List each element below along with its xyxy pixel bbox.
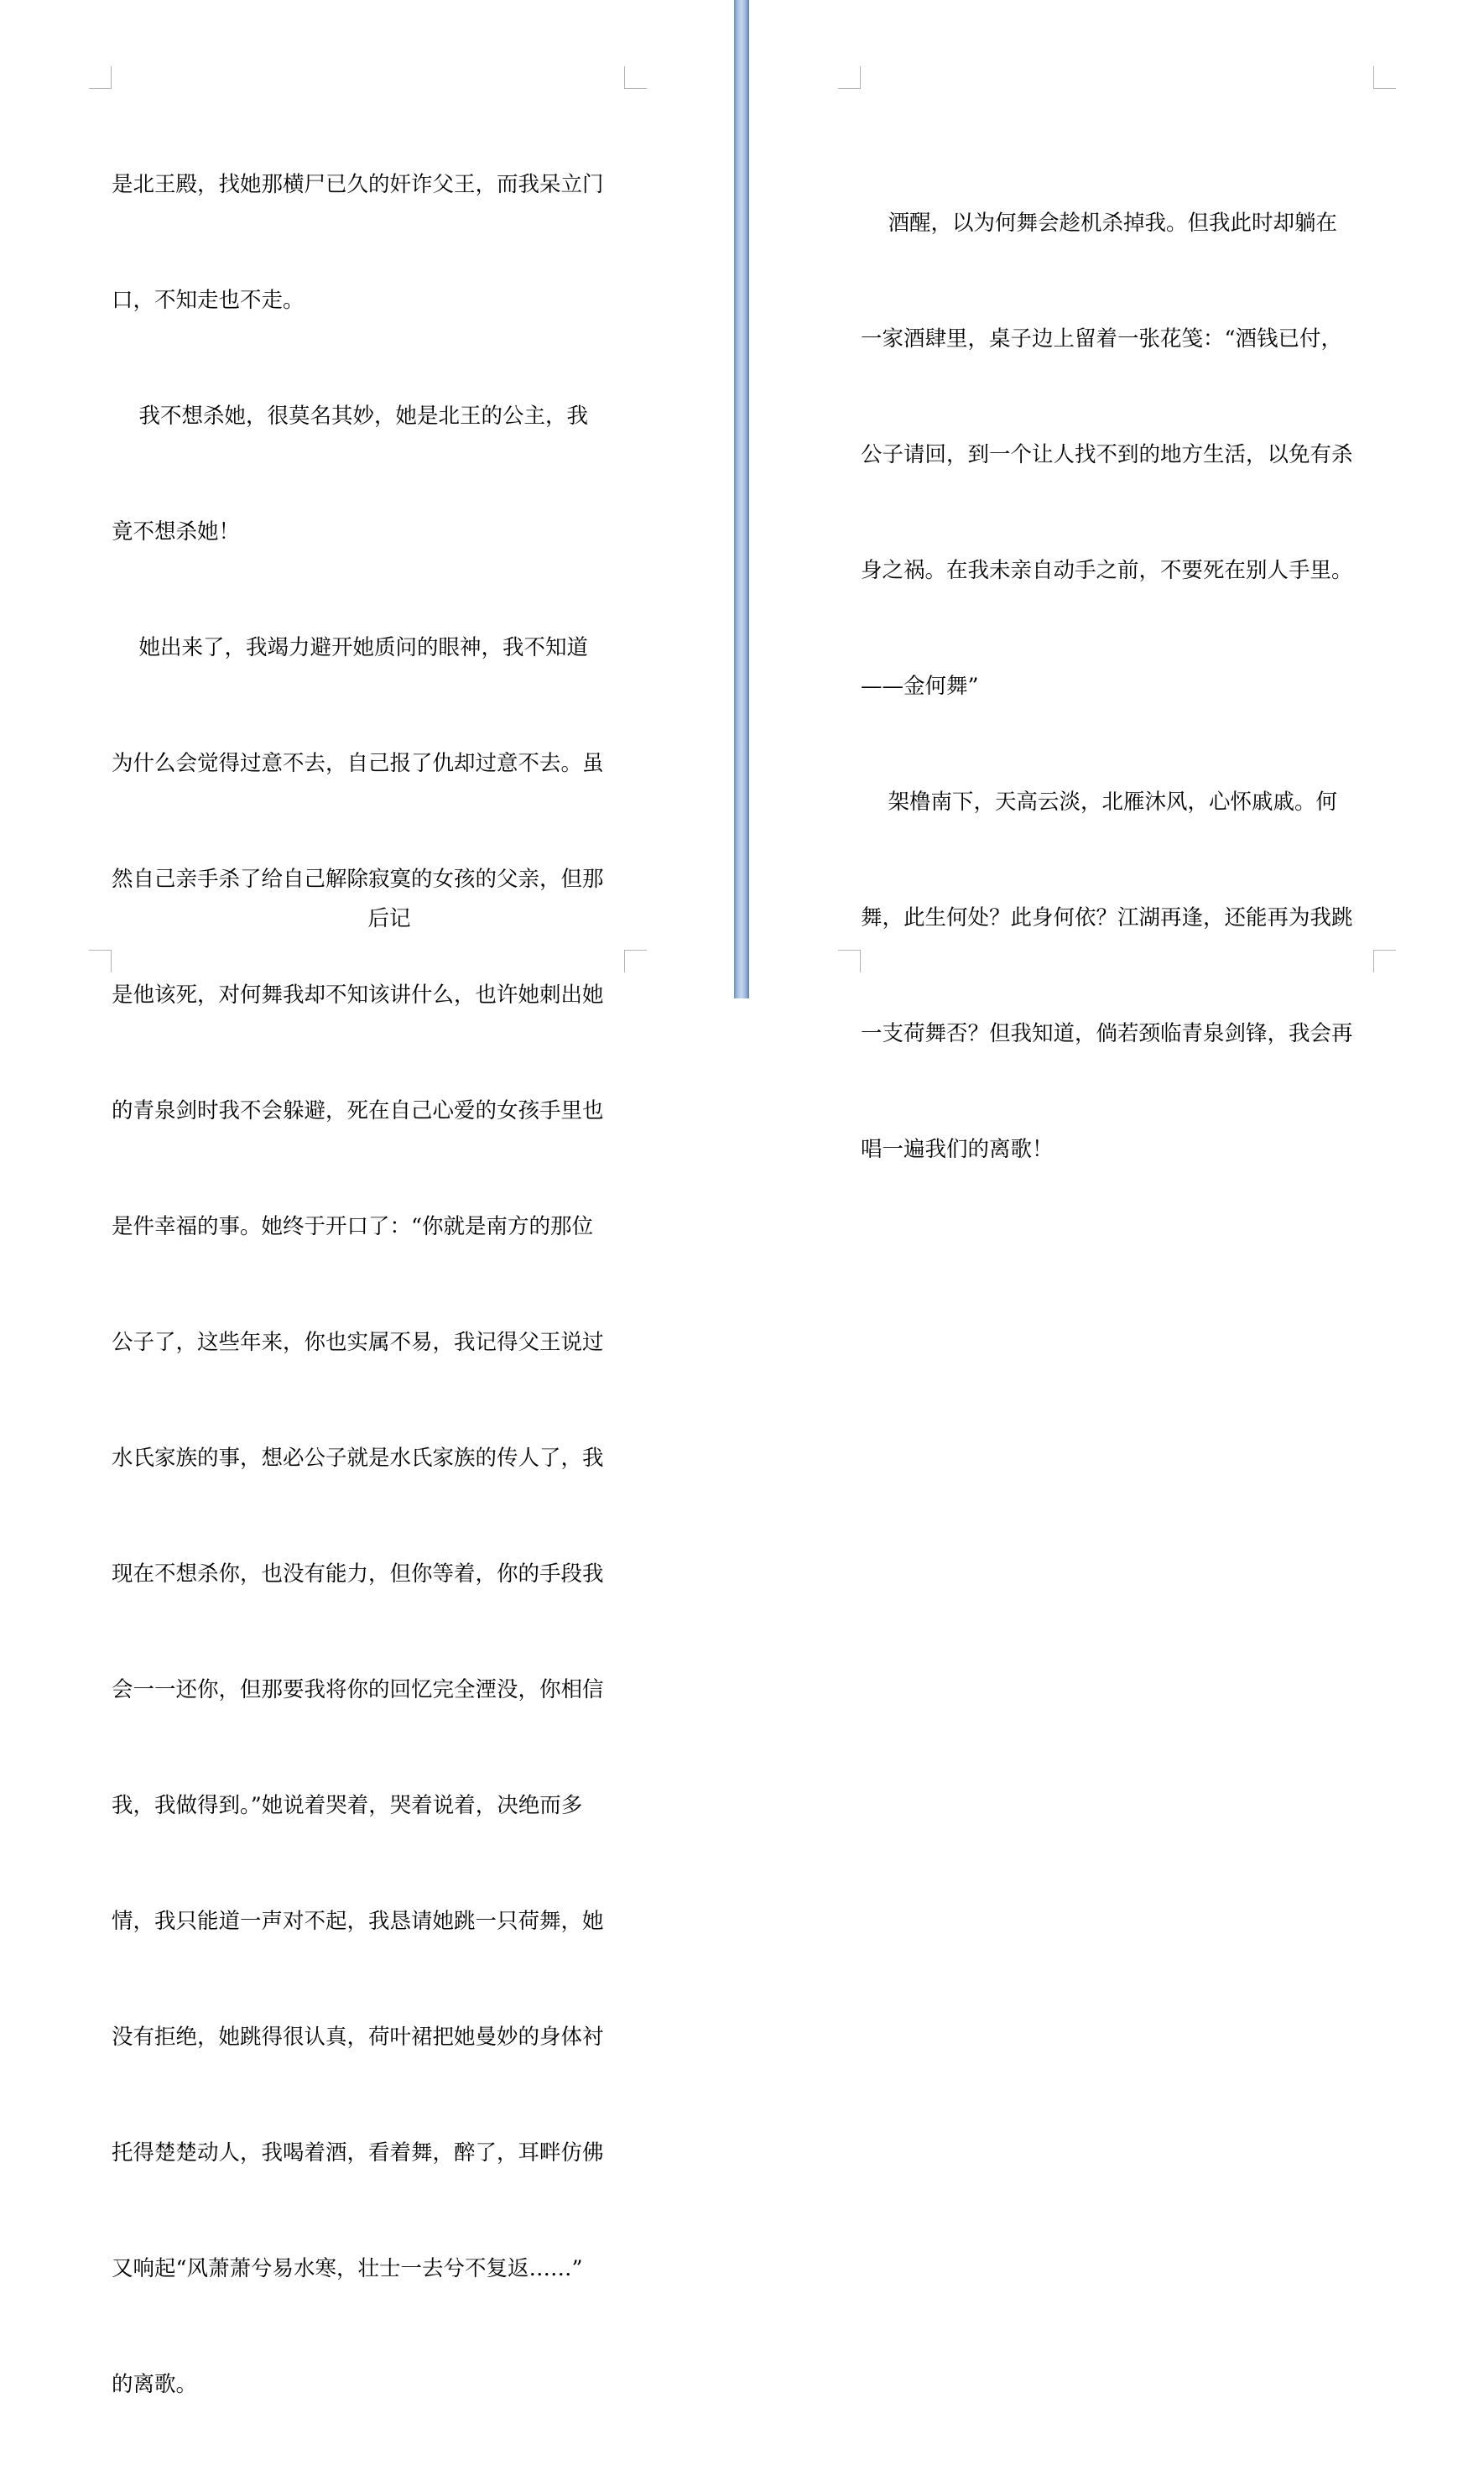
text-line: 竟不想杀她！	[112, 519, 241, 545]
text-line: 情，我只能道一声对不起，我恳请她跳一只荷舞，她	[112, 1909, 604, 1934]
text-line: 我，我做得到。”她说着哭着，哭着说着，决绝而多	[112, 1793, 583, 1818]
text-line: 现在不想杀你，也没有能力，但你等着，你的手段我	[112, 1561, 604, 1587]
margin-corner-bottom-right	[624, 950, 647, 972]
text-line: 公子请回，到一个让人找不到的地方生活，以免有杀	[861, 442, 1353, 467]
text-line: 身之祸。在我未亲自动手之前，不要死在别人手里。	[861, 558, 1353, 583]
section-heading: 后记	[367, 906, 411, 931]
text-line: 的青泉剑时我不会躲避，死在自己心爱的女孩手里也	[112, 1098, 604, 1123]
text-line: 为什么会觉得过意不去，自己报了仇却过意不去。虽	[112, 751, 604, 776]
margin-corner-top-left	[89, 66, 112, 89]
text-line: ——金何舞”	[861, 674, 979, 699]
body-text[interactable]	[112, 88, 623, 2481]
text-line: 会一一还你，但那要我将你的回忆完全湮没，你相信	[112, 1677, 604, 1702]
text-line: 水氏家族的事，想必公子就是水氏家族的传人了，我	[112, 1446, 604, 1471]
text-line: 口，不知走也不走。	[112, 288, 305, 313]
text-line: 舞，此生何处？此身何依？江湖再逢，还能再为我跳	[861, 905, 1353, 930]
text-line: 又响起“风萧萧兮易水寒，壮士一去兮不复返……”	[112, 2256, 583, 2281]
document-page-left[interactable]	[0, 0, 734, 2397]
margin-corner-bottom-left	[838, 950, 861, 972]
text-line: 公子了，这些年来，你也实属不易，我记得父王说过	[112, 1330, 604, 1355]
text-line: 的离歌。	[112, 2372, 198, 2397]
body-text[interactable]	[861, 127, 1372, 1246]
text-line: 是他该死，对何舞我却不知该讲什么，也许她刺出她	[112, 982, 604, 1008]
document-page-right[interactable]	[749, 0, 1484, 1162]
text-line: 唱一遍我们的离歌！	[861, 1137, 1054, 1162]
text-line: 她出来了，我竭力避开她质问的眼神，我不知道	[112, 635, 588, 660]
text-line: 架橹南下，天高云淡，北雁沐风，心怀戚戚。何	[861, 790, 1337, 815]
margin-corner-top-right	[1373, 66, 1396, 89]
text-line: 一支荷舞否？但我知道，倘若颈临青泉剑锋，我会再	[861, 1021, 1353, 1046]
margin-corner-top-right	[624, 66, 647, 89]
text-line: 是件幸福的事。她终于开口了：“你就是南方的那位	[112, 1214, 594, 1239]
page-divider	[734, 0, 749, 998]
text-line: 我不想杀她，很莫名其妙，她是北王的公主，我	[112, 404, 588, 429]
margin-corner-bottom-left	[89, 950, 112, 972]
text-line: 是北王殿，找她那横尸已久的奸诈父王，而我呆立门	[112, 172, 604, 197]
text-line: 没有拒绝，她跳得很认真，荷叶裙把她曼妙的身体衬	[112, 2025, 604, 2050]
margin-corner-top-left	[838, 66, 861, 89]
text-line: 酒醒，以为何舞会趁机杀掉我。但我此时却躺在	[861, 211, 1337, 236]
text-line: 托得楚楚动人，我喝着酒，看着舞，醉了，耳畔仿佛	[112, 2140, 604, 2166]
text-line: 一家酒肆里，桌子边上留着一张花笺：“酒钱已付，	[861, 326, 1343, 352]
margin-corner-bottom-right	[1373, 950, 1396, 972]
text-line: 然自己亲手杀了给自己解除寂寞的女孩的父亲，但那	[112, 867, 604, 892]
